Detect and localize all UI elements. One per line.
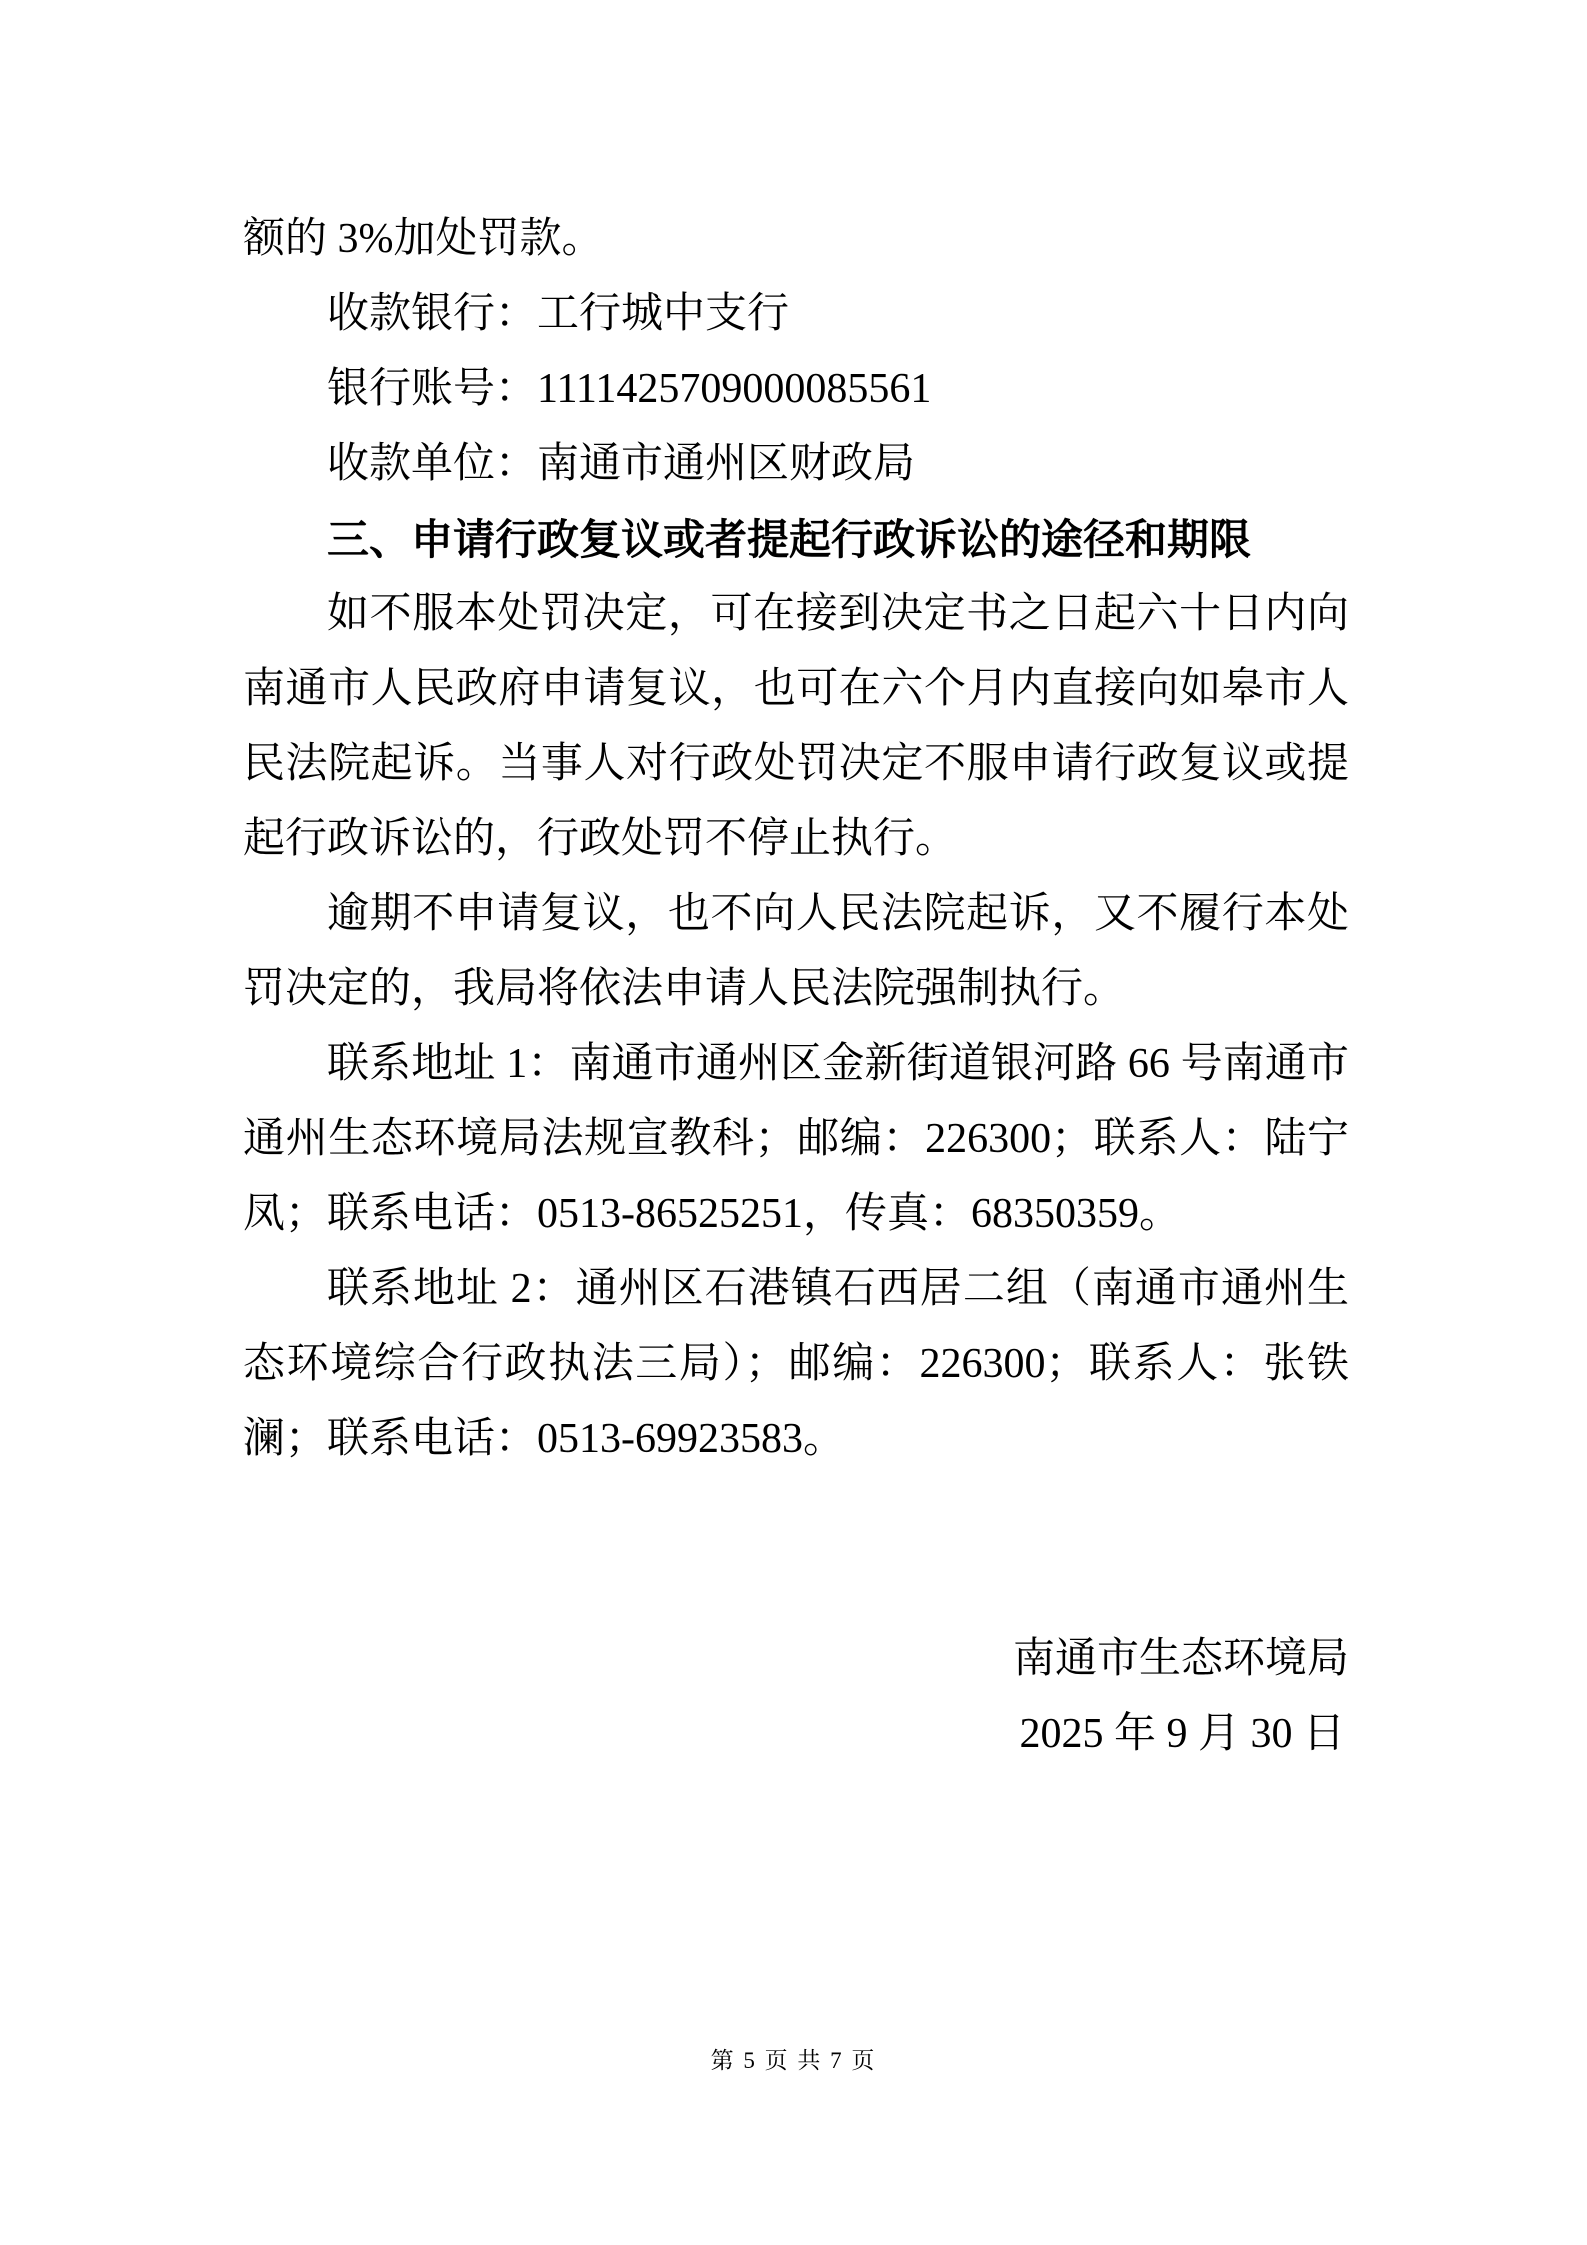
review-litigation-line-2: 南通市人民政府申请复议，也可在六个月内直接向如皋市人 bbox=[243, 666, 1349, 712]
review-litigation-line-1: 如不服本处罚决定，可在接到决定书之日起六十日内向 bbox=[327, 591, 1349, 637]
overdue-enforcement-line-2: 罚决定的，我局将依法申请人民法院强制执行。 bbox=[243, 966, 1126, 1012]
contact-address-1-line-2: 通州生态环境局法规宣教科；邮编：226300；联系人：陆宁 bbox=[243, 1116, 1349, 1162]
contact-address-2-line-3: 澜；联系电话：0513-69923583。 bbox=[243, 1416, 845, 1462]
review-litigation-line-4: 起行政诉讼的，行政处罚不停止执行。 bbox=[243, 816, 958, 862]
contact-address-2-line-2: 态环境综合行政执法三局）；邮编：226300；联系人：张铁 bbox=[243, 1341, 1349, 1387]
contact-address-2-line-1: 联系地址 2：通州区石港镇石西居二组（南通市通州生 bbox=[327, 1266, 1349, 1312]
bank-account-line: 银行账号：1111425709000085561 bbox=[327, 366, 932, 412]
payee-unit-line: 收款单位：南通市通州区财政局 bbox=[327, 441, 916, 487]
document-body bbox=[243, 202, 1349, 1772]
page-number-footer: 第 5 页 共 7 页 bbox=[710, 2048, 877, 2073]
overdue-enforcement-line-1: 逾期不申请复议，也不向人民法院起诉，又不履行本处 bbox=[327, 891, 1349, 937]
fine-surcharge-tail-line: 额的 3%加处罚款。 bbox=[243, 216, 604, 262]
signature-block bbox=[243, 1622, 1349, 1772]
review-litigation-line-3: 民法院起诉。当事人对行政处罚决定不服申请行政复议或提 bbox=[243, 741, 1349, 787]
section-heading-review-litigation: 三、申请行政复议或者提起行政诉讼的途径和期限 bbox=[327, 516, 1252, 563]
contact-address-1-line-3: 凤；联系电话：0513-86525251，传真：68350359。 bbox=[243, 1191, 1181, 1237]
receiving-bank-line: 收款银行：工行城中支行 bbox=[327, 291, 790, 337]
contact-address-1-line-1: 联系地址 1：南通市通州区金新街道银河路 66 号南通市 bbox=[327, 1041, 1349, 1087]
issue-date: 2025 年 9 月 30 日 bbox=[1019, 1711, 1345, 1757]
issuing-authority-name: 南通市生态环境局 bbox=[1012, 1636, 1349, 1682]
